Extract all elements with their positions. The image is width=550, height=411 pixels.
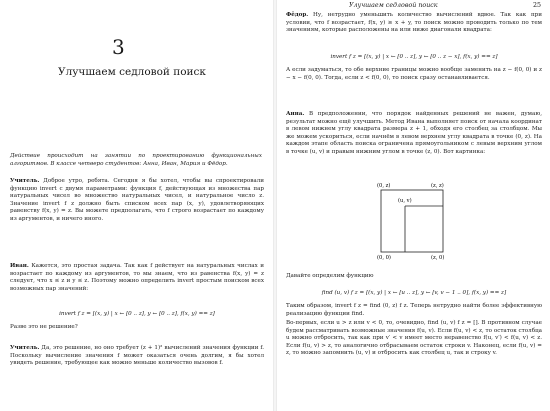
define-line: Давайте определим функцию bbox=[286, 273, 374, 279]
fedor-paragraph bbox=[286, 12, 542, 35]
formula-find: find (u, v) f z = [(x, y) | x ← [u .. z], y ← [v, v − 1 .. 0], f(x, y) == z] bbox=[321, 290, 507, 296]
teacher-text: Доброе утро, ребята. Сегодня я бы хотел, чтобы вы спроектировали функцию invert с двумя параметрами: функция f, действующая из множества пар натуральных чисел во множество натуральных чисел, и натуральное число z. Значение invert f z должно быть списком всех пар (x, y), удовлетворяющих равенству f(x, y) = z. Вы можете предполагать, что f строго возрастает по каждому из аргументов, и ничего иного. bbox=[10, 178, 264, 222]
page-number: 25 bbox=[533, 2, 542, 9]
label-bottom-right: (z, 0) bbox=[431, 255, 445, 260]
outer-square bbox=[381, 190, 443, 252]
formula-invert-diagonal: invert f z = [(x, y) | x ← [0 .. z], y ← [0 .. z − x], f(x, y) == z] bbox=[330, 54, 498, 60]
teacher-paragraph bbox=[10, 178, 264, 224]
label-inner: (u, v) bbox=[398, 198, 412, 204]
fedor-paragraph-2: А если задуматься, то обе верхние границы можно вообще заменить на z − f(0, 0) и z − x − f(0, 0). Тогда, если z < f(0, 0), то поиск сразу останавливается. bbox=[286, 67, 542, 81]
chapter-title: Улучшаем седловой поиск bbox=[58, 66, 206, 78]
paragraph-4: Во-первых, если u > z или v < 0, то, очевидно, find (u, v) f z = []. В противном случае будем рассматривать возможные значения f(u, v). Если f(u, v) < z, то остаток столбца u можно отбросить, так как при v′ < v имеет место неравенство f(u, v′) < f(u, v) < z. Если f(u, v) > z, то аналогично отбрасываем остаток строки v. Наконец, если f(u, v) = z, то можно запомнить (u, v) и отбросить как столбец u, так и строку v. bbox=[286, 320, 542, 357]
formula-invert-naive: invert f z = [(x, y) | x ← [0 .. z], y ← [0 .. z], f(x, y) == z] bbox=[59, 311, 215, 317]
speaker-teacher: Учитель. bbox=[10, 178, 40, 184]
anna-paragraph bbox=[286, 111, 542, 157]
anna-text: В предположении, что порядок найденных решений не важен, думаю, результат можно ещё улучшить. Метод Ивана выполняет поиск от начала координат в левом нижнем углу квадрата размера z + 1, обходя его столбец за столбцом. Мы же можем ускориться, если начнём в левом верхнем углу квадрата в точке (0, z). На каждом этапе область поиска ограничена прямоугольником с левым верхним углом в точке (u, v) и правым нижним углом в точке (z, 0). Вот картинка: bbox=[286, 111, 543, 155]
speaker-ivan: Иван. bbox=[10, 263, 29, 269]
teacher2-paragraph bbox=[10, 345, 264, 368]
teacher2-text: Да, это решение, но оно требует (z + 1)² вычислений значения функции f. Поскольку вычисление значения f может оказаться очень долгим, я бы хотел увидеть решение, требующее как можно меньше количество вызовов f. bbox=[10, 345, 264, 367]
running-title: Улучшаем седловой поиск bbox=[349, 2, 438, 9]
speaker-teacher-2: Учитель. bbox=[10, 345, 40, 351]
intro-paragraph: Действие происходит на занятии по проектированию функциональных алгоритмов. В классе четверо студентов: Анна, Иван, Мария и Фёдор. bbox=[10, 153, 262, 167]
question-line: Разве это не решение? bbox=[10, 324, 78, 330]
label-top-right: (z, z) bbox=[431, 183, 444, 189]
label-top-left: (0, z) bbox=[377, 183, 391, 189]
speaker-fedor: Фёдор. bbox=[286, 12, 309, 18]
search-region-diagram bbox=[375, 182, 449, 260]
paragraph-3: Таким образом, invert f z = find (0, z) f z. Теперь нетрудно найти более эффективную реализацию функции find. bbox=[286, 303, 542, 317]
label-bottom-left: (0, 0) bbox=[377, 255, 391, 260]
ivan-text: Кажется, это простая задача. Так как f действует на натуральных числах и возрастает по каждому из аргументов, то мы знаем, что из равенства f(x, y) = z следует, что x ≤ z и y ≤ z. Поэтому можно определить invert простым поиском всех возможных пар значений: bbox=[10, 263, 264, 292]
chapter-number: 3 bbox=[112, 35, 125, 59]
speaker-anna: Анна. bbox=[286, 111, 305, 117]
ivan-paragraph bbox=[10, 263, 264, 293]
fedor-text: Ну, нетрудно уменьшить количество вычислений вдвое. Так как при условии, что f возрастает, f(x, y) ≥ x + y, то поиск можно проводить только по тем значениям, которые расположены на или ниже диагонали квадрата: bbox=[286, 12, 542, 34]
